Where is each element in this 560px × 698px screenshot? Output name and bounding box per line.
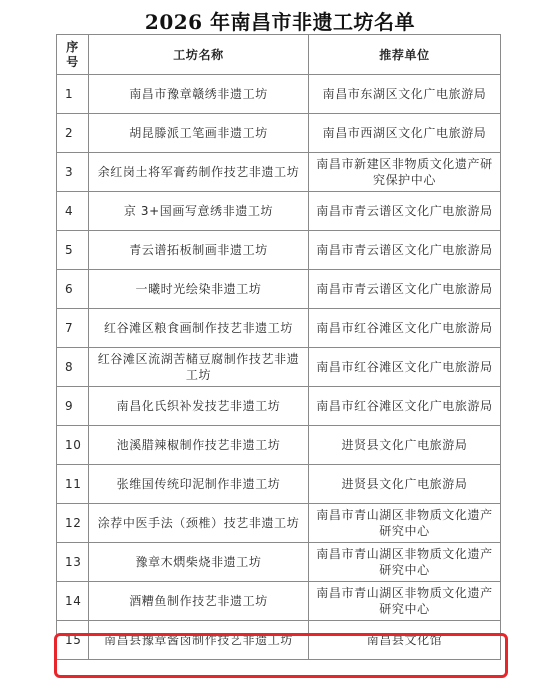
- workshop-name: 南昌化氏织补发技艺非遗工坊: [89, 387, 309, 426]
- column-header-workshop: 工坊名称: [89, 35, 309, 75]
- row-number: 9: [57, 387, 89, 426]
- workshop-name: 京 3+国画写意绣非遗工坊: [89, 192, 309, 231]
- recommending-unit: 南昌市青云谱区文化广电旅游局: [309, 231, 501, 270]
- row-number: 13: [57, 543, 89, 582]
- recommending-unit: 南昌市青山湖区非物质文化遗产研究中心: [309, 543, 501, 582]
- table-row: [57, 192, 501, 231]
- workshop-name: 余红岗土将军膏药制作技艺非遗工坊: [89, 153, 309, 192]
- column-header-unit: 推荐单位: [309, 35, 501, 75]
- workshop-table: [56, 34, 501, 660]
- table-row: [57, 465, 501, 504]
- table-row: [57, 621, 501, 660]
- workshop-name: 南昌县豫章酱卤制作技艺非遗工坊: [89, 621, 309, 660]
- row-number: 14: [57, 582, 89, 621]
- workshop-name: 青云谱拓板制画非遗工坊: [89, 231, 309, 270]
- recommending-unit: 南昌市青山湖区非物质文化遗产研究中心: [309, 582, 501, 621]
- recommending-unit: 南昌市西湖区文化广电旅游局: [309, 114, 501, 153]
- row-number: 4: [57, 192, 89, 231]
- recommending-unit: 进贤县文化广电旅游局: [309, 465, 501, 504]
- row-number: 15: [57, 621, 89, 660]
- table-row: [57, 153, 501, 192]
- table-row: [57, 231, 501, 270]
- table-row: [57, 387, 501, 426]
- workshop-name: 张维国传统印泥制作非遗工坊: [89, 465, 309, 504]
- recommending-unit: 南昌市青云谱区文化广电旅游局: [309, 192, 501, 231]
- workshop-name: 南昌市豫章赣绣非遗工坊: [89, 75, 309, 114]
- workshop-name: 红谷滩区粮食画制作技艺非遗工坊: [89, 309, 309, 348]
- recommending-unit: 进贤县文化广电旅游局: [309, 426, 501, 465]
- column-header-number: [57, 35, 89, 75]
- recommending-unit: 南昌县文化馆: [309, 621, 501, 660]
- table-row: [57, 75, 501, 114]
- row-number: 7: [57, 309, 89, 348]
- table-row: [57, 270, 501, 309]
- workshop-name: 涂荐中医手法（颈椎）技艺非遗工坊: [89, 504, 309, 543]
- row-number: 2: [57, 114, 89, 153]
- workshop-name: 一曦时光绘染非遗工坊: [89, 270, 309, 309]
- row-number: 3: [57, 153, 89, 192]
- table-row: [57, 504, 501, 543]
- workshop-name: 红谷滩区流湖苦槠豆腐制作技艺非遗工坊: [89, 348, 309, 387]
- workshop-name: 酒糟鱼制作技艺非遗工坊: [89, 582, 309, 621]
- row-number: 12: [57, 504, 89, 543]
- row-number: 1: [57, 75, 89, 114]
- table-row: [57, 543, 501, 582]
- recommending-unit: 南昌市红谷滩区文化广电旅游局: [309, 309, 501, 348]
- workshop-name: 胡昆滕派工笔画非遗工坊: [89, 114, 309, 153]
- workshop-name: 豫章木熌柴烧非遗工坊: [89, 543, 309, 582]
- row-number: 8: [57, 348, 89, 387]
- row-number: 5: [57, 231, 89, 270]
- row-number: 10: [57, 426, 89, 465]
- table-row: [57, 309, 501, 348]
- row-number: 11: [57, 465, 89, 504]
- row-number: 6: [57, 270, 89, 309]
- recommending-unit: 南昌市新建区非物质文化遗产研究保护中心: [309, 153, 501, 192]
- table-row: [57, 426, 501, 465]
- column-header-number-label: 序号: [66, 39, 79, 69]
- recommending-unit: 南昌市红谷滩区文化广电旅游局: [309, 387, 501, 426]
- recommending-unit: 南昌市青云谱区文化广电旅游局: [309, 270, 501, 309]
- table-header-row: [57, 35, 501, 75]
- recommending-unit: 南昌市青山湖区非物质文化遗产研究中心: [309, 504, 501, 543]
- recommending-unit: 南昌市红谷滩区文化广电旅游局: [309, 348, 501, 387]
- table-row: [57, 582, 501, 621]
- workshop-name: 池溪腊辣椒制作技艺非遗工坊: [89, 426, 309, 465]
- page-title: 2026 年南昌市非遗工坊名单: [144, 10, 416, 34]
- table-row: [57, 114, 501, 153]
- recommending-unit: 南昌市东湖区文化广电旅游局: [309, 75, 501, 114]
- table-row: [57, 348, 501, 387]
